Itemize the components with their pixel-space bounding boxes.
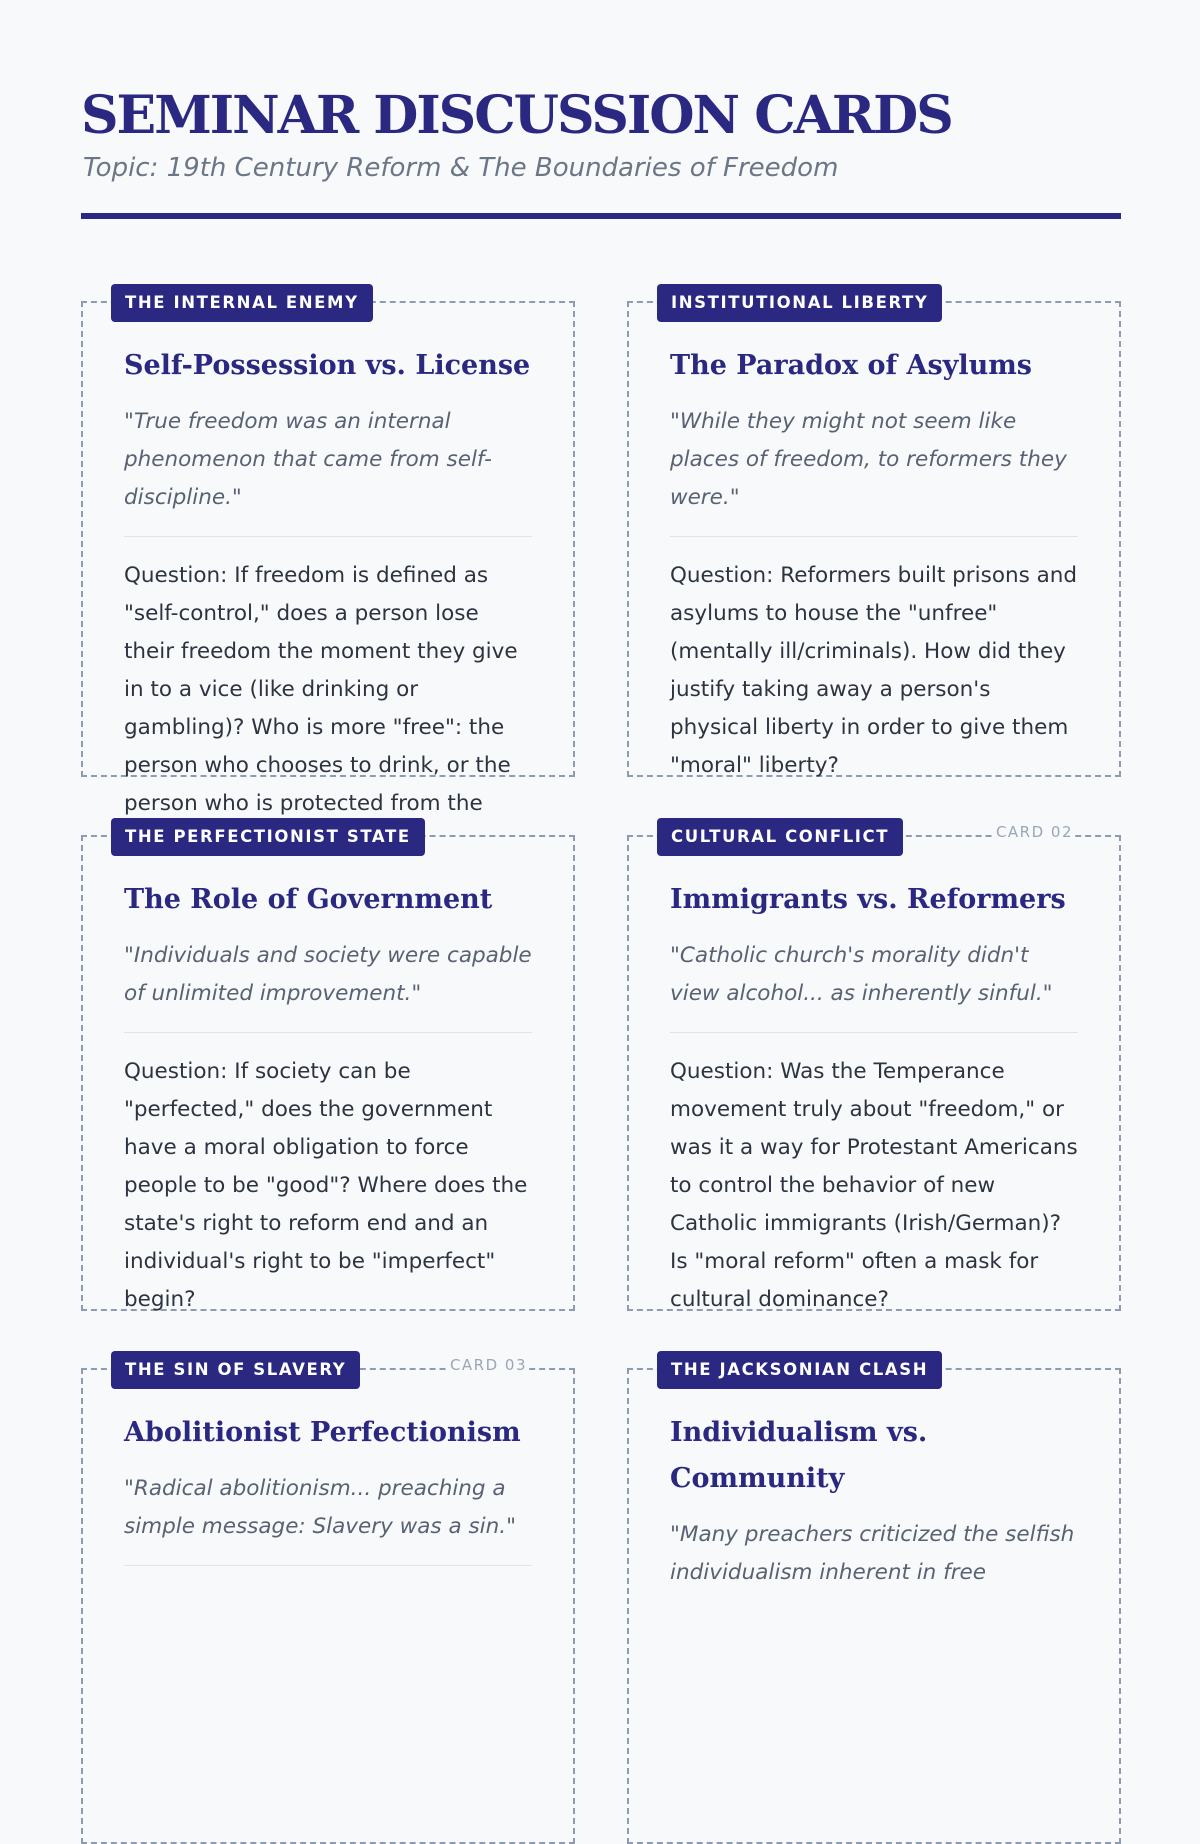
card-question: Question: Was the Temperance movement truly about "freedom," or was it a way for Protestant Americans to control the behavior of new Catholic immigrants (Irish/German)? Is "moral reform" often a mask for cultural dominance?	[670, 1059, 1078, 1312]
card-quote: "True freedom was an internal phenomenon that came from self-discipline."	[124, 409, 492, 510]
card-title: Individualism vs. Community	[670, 1417, 928, 1494]
card-tag: THE INTERNAL ENEMY	[111, 284, 373, 322]
card-number: CARD 02	[995, 823, 1073, 841]
discussion-card	[627, 1360, 1121, 1844]
card-quote: "Radical abolitionism... preaching a simple message: Slavery was a sin."	[124, 1476, 516, 1539]
card-divider	[670, 536, 1078, 537]
card-content	[124, 1410, 532, 1586]
card-question: Question: Reformers built prisons and asylums to house the "unfree" (mentally ill/criminals). How did they justify taking away a person's physical liberty in order to give them "moral" liberty?	[670, 563, 1078, 778]
card-tag: THE SIN OF SLAVERY	[111, 1351, 360, 1389]
card-content	[670, 1410, 1078, 1592]
discussion-card	[627, 823, 1121, 1312]
title-divider	[81, 213, 1121, 219]
card-tag: THE PERFECTIONIST STATE	[111, 818, 425, 856]
card-divider	[670, 1032, 1078, 1033]
card-tag: CULTURAL CONFLICT	[657, 818, 903, 856]
card-content	[670, 343, 1078, 785]
card-quote: "While they might not seem like places of freedom, to reformers they were."	[670, 409, 1067, 510]
card-divider	[124, 1565, 532, 1566]
card-quote: "Catholic church's morality didn't view alcohol... as inherently sinful."	[670, 943, 1053, 1006]
page-subtitle: Topic: 19th Century Reform & The Boundaries of Freedom	[83, 153, 839, 183]
card-title: The Role of Government	[124, 884, 493, 915]
card-tag: THE JACKSONIAN CLASH	[657, 1351, 942, 1389]
card-question: Question: If freedom is defined as "self-control," does a person lose their freedom the moment they give in to a vice (like drinking or gambling)? Who is more "free": the person who chooses to drink, or the person who is protected from the	[124, 563, 518, 816]
card-title: The Paradox of Asylums	[670, 350, 1032, 381]
card-quote: "Individuals and society were capable of unlimited improvement."	[124, 943, 532, 1006]
card-title: Abolitionist Perfectionism	[124, 1417, 521, 1448]
card-number: CARD 03	[449, 1356, 527, 1374]
card-divider	[124, 1032, 532, 1033]
discussion-card	[81, 1356, 575, 1844]
card-content	[124, 877, 532, 1319]
discussion-card	[81, 293, 575, 816]
card-quote: "Many preachers criticized the selfish individualism inherent in free	[670, 1522, 1075, 1585]
card-divider	[124, 536, 532, 537]
card-tag: INSTITUTIONAL LIBERTY	[657, 284, 942, 322]
card-content	[124, 343, 532, 823]
card-title: Immigrants vs. Reformers	[670, 884, 1066, 915]
card-title: Self-Possession vs. License	[124, 350, 531, 381]
page-title: SEMINAR DISCUSSION CARDS	[81, 85, 952, 146]
discussion-card	[627, 293, 1121, 778]
card-question: Question: If society can be "perfected," does the government have a moral obligation to force people to be "good"? Where does the state's right to reform end and an individual's right to be "imperfect" begin?	[124, 1059, 528, 1312]
card-content	[670, 877, 1078, 1319]
discussion-card	[81, 827, 575, 1312]
